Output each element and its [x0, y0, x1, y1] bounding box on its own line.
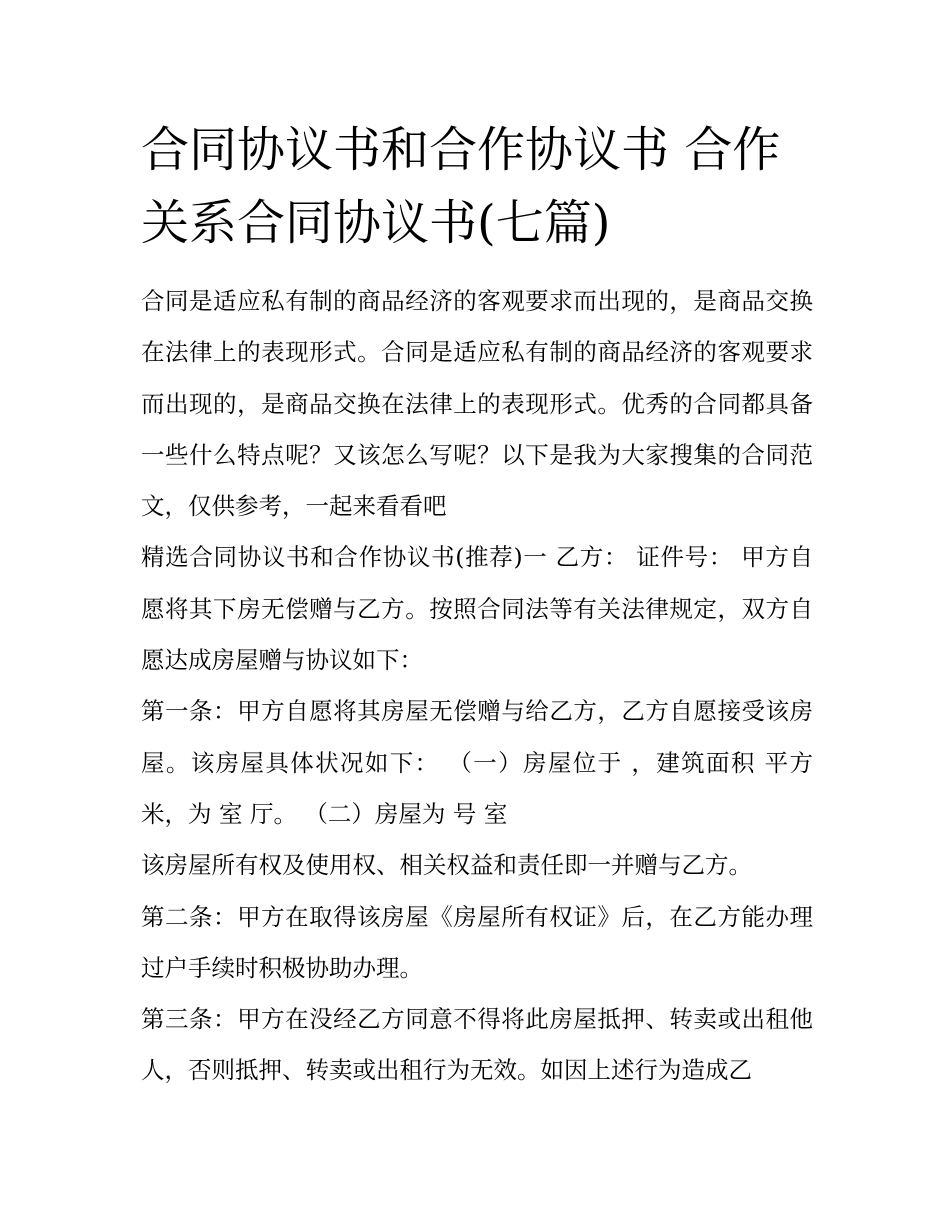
document-body: [141, 276, 813, 1097]
document-title: 合同协议书和合作协议书 合作关系合同协议书(七篇): [141, 122, 781, 251]
section-heading-paragraph: 精选合同协议书和合作协议书(推荐)一 乙方： 证件号： 甲方自愿将其下房无偿赠与乙方。按照合同法等有关法律规定，双方自愿达成房屋赠与协议如下：: [141, 543, 813, 675]
ownership-paragraph: 该房屋所有权及使用权、相关权益和责任即一并赠与乙方。: [141, 851, 752, 880]
article-two-paragraph: 第二条：甲方在取得该房屋《房屋所有权证》后，在乙方能办理过户手续时积极协助办理。: [141, 902, 813, 982]
article-one-paragraph: 第一条：甲方自愿将其房屋无偿赠与给乙方，乙方自愿接受该房屋。该房屋具体状况如下： （一）房屋位于 ，建筑面积 平方米，为 室 厅。 （二）房屋为 号 室: [141, 697, 813, 828]
article-three-paragraph: 第三条：甲方在没经乙方同意不得将此房屋抵押、转卖或出租他人，否则抵押、转卖或出租行为无效。如因上述行为造成乙: [141, 1005, 813, 1085]
intro-paragraph: 合同是适应私有制的商品经济的客观要求而出现的，是商品交换在法律上的表现形式。合同是适应私有制的商品经济的客观要求而出现的，是商品交换在法律上的表现形式。优秀的合同都具备一些什么特点呢？又该怎么写呢？以下是我为大家搜集的合同范文，仅供参考，一起来看看吧: [141, 287, 813, 521]
